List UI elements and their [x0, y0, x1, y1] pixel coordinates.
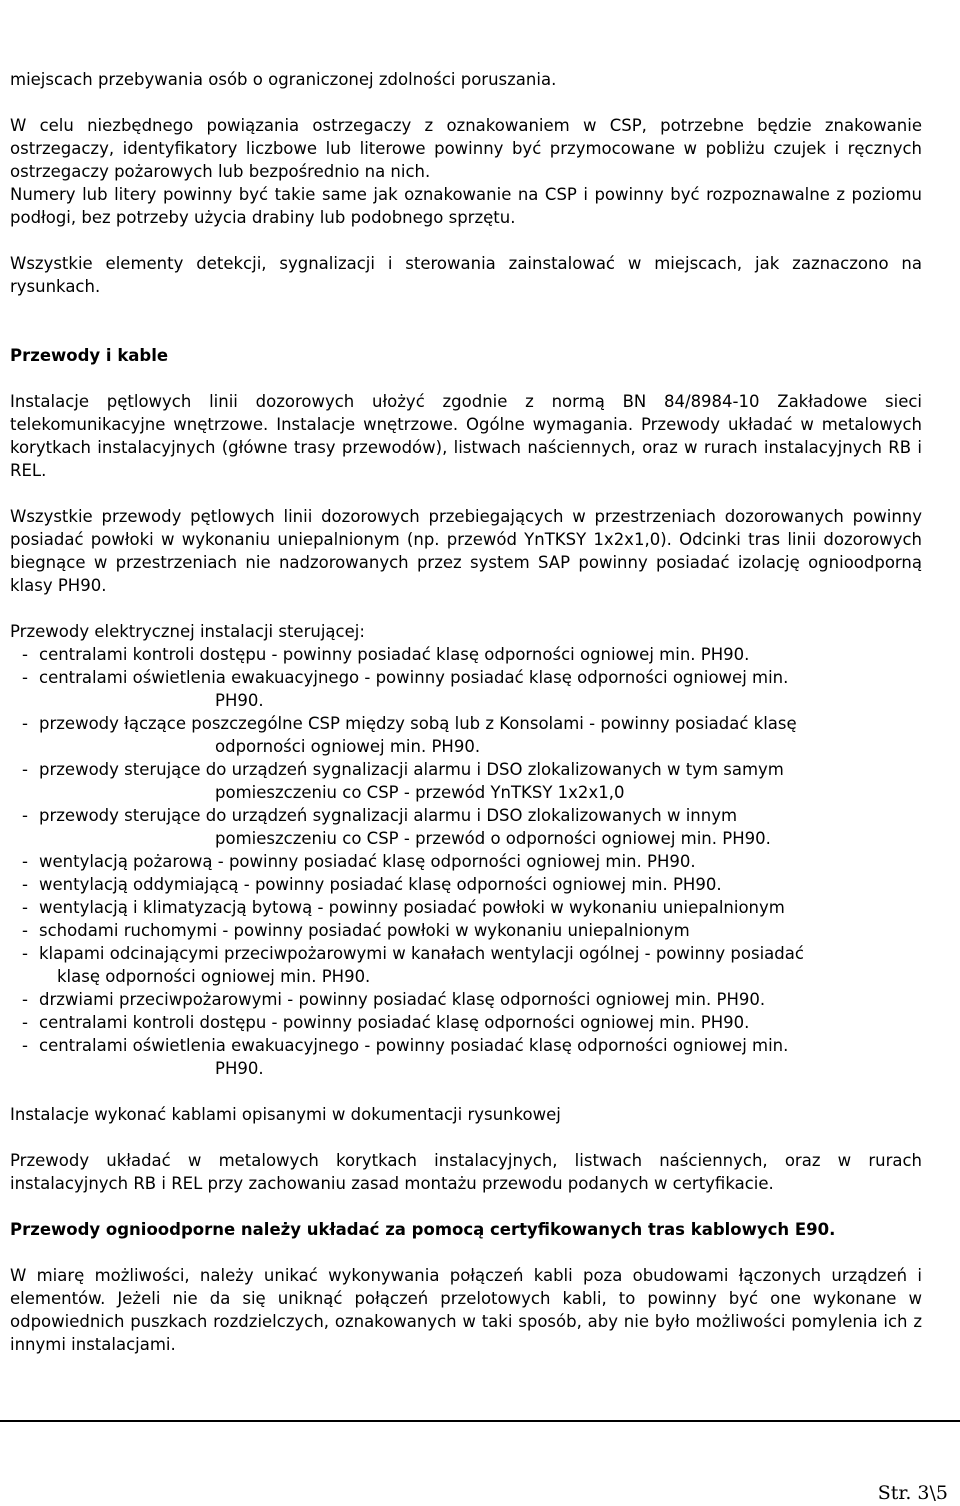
paragraph-loop-cables: Wszystkie przewody pętlowych linii dozorowych przebiegających w przestrzeniach dozorowanych powinny posiadać powłoki w wykonaniu uniepalnionym (np. przewód YnTKSY 1x2x1,0). Odcinki tras linii dozorowych biegnące w przestrzeniach nie nadzorowanych przez system SAP powinny posiadać izolację ognioodporną klasy PH90. — [10, 507, 922, 595]
paragraph-execution: Instalacje wykonać kablami opisanymi w dokumentacji rysunkowej — [10, 1105, 561, 1124]
list-intro: Przewody elektrycznej instalacji sterującej: — [10, 622, 365, 641]
list-item: - wentylacją i klimatyzacją bytową - powinny posiadać powłoki w wykonaniu uniepalnionym — [10, 896, 922, 919]
list-item: - centralami oświetlenia ewakuacyjnego - powinny posiadać klasę odporności ogniowej min. PH90. — [10, 1034, 922, 1080]
paragraph-intro: miejscach przebywania osób o ograniczonej zdolności poruszania. — [10, 70, 557, 89]
list-item: - schodami ruchomymi - powinny posiadać powłoki w wykonaniu uniepalnionym — [10, 919, 922, 942]
paragraph-connections: W miarę możliwości, należy unikać wykonywania połączeń kabli poza obudowami łączonych urządzeń i elementów. Jeżeli nie da się uniknąć połączeń przelotowych kabli, to powinny być one wykonane w odpowiednich puszkach rozdzielczych, oznakowanych w taki sposób, aby nie było możliwości pomylenia ich z innymi instalacjami. — [10, 1266, 922, 1354]
list-item: - przewody łączące poszczególne CSP między sobą lub z Konsolami - powinny posiadać klasę odporności ogniowej min. PH90. — [10, 712, 922, 758]
list-item: - drzwiami przeciwpożarowymi - powinny posiadać klasę odporności ogniowej min. PH90. — [10, 988, 922, 1011]
paragraph-numbers: Numery lub litery powinny być takie same jak oznakowanie na CSP i powinny być rozpoznawalne z poziomu podłogi, bez potrzeby użycia drabiny lub podobnego sprzętu. — [10, 185, 922, 227]
section-heading: Przewody i kable — [10, 346, 169, 365]
paragraph-installation: Instalacje pętlowych linii dozorowych ułożyć zgodnie z normą BN 84/8984-10 Zakładowe sieci telekomunikacyjne wnętrzowe. Instalacje wnętrzowe. Ogólne wymagania. Przewody układać w metalowych korytkach instalacyjnych (główne trasy przewodów), listwach naściennych, oraz w rurach instalacyjnych RB i REL. — [10, 392, 922, 480]
list-item: - centralami kontroli dostępu - powinny posiadać klasę odporności ogniowej min. PH90. — [10, 643, 922, 666]
list-item: - przewody sterujące do urządzeń sygnalizacji alarmu i DSO zlokalizowanych w innym pomieszczeniu co CSP - przewód o odporności ogniowej min. PH90. — [10, 804, 922, 850]
page-number: Str. 3\5 — [877, 1482, 948, 1504]
list-item: - centralami kontroli dostępu - powinny posiadać klasę odporności ogniowej min. PH90. — [10, 1011, 922, 1034]
paragraph-fireproof: Przewody ognioodporne należy układać za pomocą certyfikowanych tras kablowych E90. — [10, 1220, 836, 1239]
footer-divider — [0, 1420, 960, 1422]
list-item: - klapami odcinającymi przeciwpożarowymi w kanałach wentylacji ogólnej - powinny posiadać klasę odporności ogniowej min. PH90. — [10, 942, 922, 988]
paragraph-routing: Przewody układać w metalowych korytkach instalacyjnych, listwach naściennych, oraz w rurach instalacyjnych RB i REL przy zachowaniu zasad montażu przewodu podanych w certyfikacie. — [10, 1151, 922, 1193]
list-item: - wentylacją oddymiającą - powinny posiadać klasę odporności ogniowej min. PH90. — [10, 873, 922, 896]
document-body — [10, 68, 922, 1356]
list-item: - wentylacją pożarową - powinny posiadać klasę odporności ogniowej min. PH90. — [10, 850, 922, 873]
list-item: - przewody sterujące do urządzeń sygnalizacji alarmu i DSO zlokalizowanych w tym samym pomieszczeniu co CSP - przewód YnTKSY 1x2x1,0 — [10, 758, 922, 804]
list-item: - centralami oświetlenia ewakuacyjnego - powinny posiadać klasę odporności ogniowej min. PH90. — [10, 666, 922, 712]
paragraph-elements: Wszystkie elementy detekcji, sygnalizacji i sterowania zainstalować w miejscach, jak zaznaczono na rysunkach. — [10, 254, 922, 296]
control-cable-list — [10, 643, 922, 1080]
paragraph-marking: W celu niezbędnego powiązania ostrzegaczy z oznakowaniem w CSP, potrzebne będzie znakowanie ostrzegaczy, identyfikatory liczbowe lub literowe powinny być przymocowane w pobliżu czujek i ręcznych ostrzegaczy pożarowych lub bezpośrednio na nich. — [10, 116, 922, 181]
